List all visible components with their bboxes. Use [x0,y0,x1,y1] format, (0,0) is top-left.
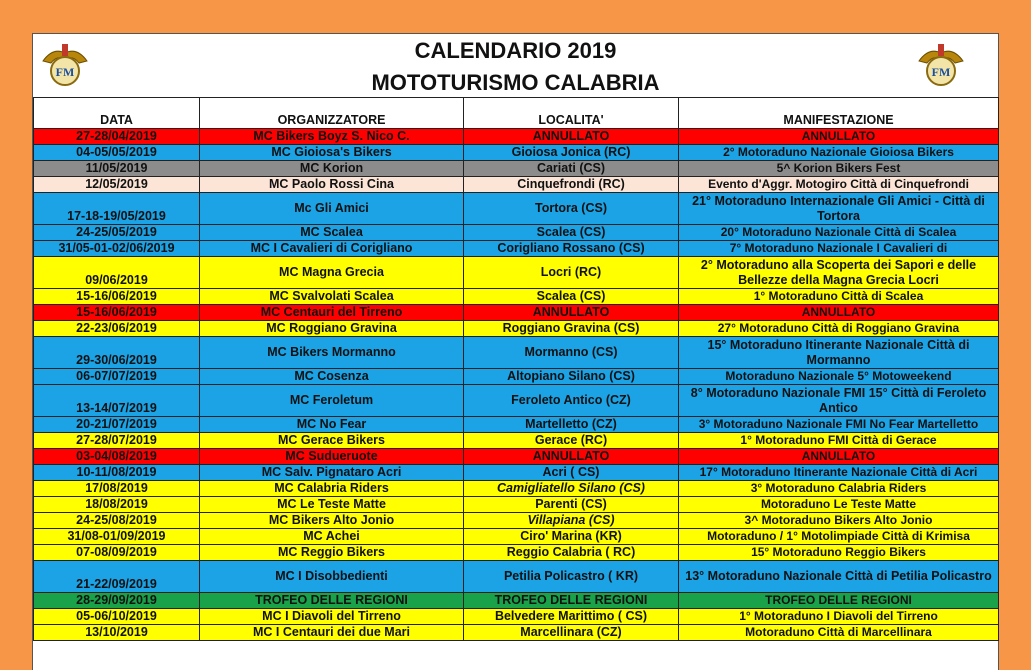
cell-localita: Scalea (CS) [464,289,679,305]
cell-localita: Mormanno (CS) [464,337,679,369]
title-line-1: CALENDARIO 2019 [414,38,617,63]
header-data: DATA [34,98,200,129]
cell-localita: Acri ( CS) [464,465,679,481]
cell-localita: Villapiana (CS) [464,513,679,529]
cell-data: 27-28/04/2019 [34,129,200,145]
cell-organizzatore: MC Sudueruote [200,449,464,465]
table-row [34,337,999,369]
cell-data: 13-14/07/2019 [34,385,200,417]
cell-organizzatore: TROFEO DELLE REGIONI [200,593,464,609]
cell-localita: Belvedere Marittimo ( CS) [464,609,679,625]
cell-data: 07-08/09/2019 [34,545,200,561]
table-row [34,129,999,145]
cell-manifestazione: 20° Motoraduno Nazionale Città di Scalea [679,225,999,241]
cell-manifestazione: 1° Motoraduno FMI Città di Gerace [679,433,999,449]
cell-data: 04-05/05/2019 [34,145,200,161]
table-row [34,529,999,545]
title-line-2: MOTOTURISMO CALABRIA [371,70,660,95]
table-row [34,177,999,193]
cell-manifestazione: 3° Motoraduno Calabria Riders [679,481,999,497]
cell-organizzatore: MC Paolo Rossi Cina [200,177,464,193]
svg-text:FM: FM [55,65,75,79]
cell-manifestazione: 15° Motoraduno Reggio Bikers [679,545,999,561]
cell-data: 27-28/07/2019 [34,433,200,449]
table-row [34,161,999,177]
cell-organizzatore: MC Achei [200,529,464,545]
cell-localita: Gerace (RC) [464,433,679,449]
cell-organizzatore: MC Bikers Alto Jonio [200,513,464,529]
cell-data: 17-18-19/05/2019 [34,193,200,225]
cell-localita: ANNULLATO [464,129,679,145]
table-row [34,417,999,433]
cell-manifestazione: ANNULLATO [679,305,999,321]
header-organizzatore: ORGANIZZATORE [200,98,464,129]
cell-manifestazione: Motoraduno Nazionale 5° Motoweekend [679,369,999,385]
calendar-table [33,97,999,641]
cell-organizzatore: MC Korion [200,161,464,177]
cell-organizzatore: MC Reggio Bikers [200,545,464,561]
cell-organizzatore: MC Svalvolati Scalea [200,289,464,305]
cell-manifestazione: 17° Motoraduno Itinerante Nazionale Città di Acri [679,465,999,481]
cell-organizzatore: MC I Cavalieri di Corigliano [200,241,464,257]
cell-organizzatore: MC No Fear [200,417,464,433]
cell-manifestazione: 1° Motoraduno Città di Scalea [679,289,999,305]
cell-manifestazione: 2° Motoraduno Nazionale Gioiosa Bikers [679,145,999,161]
cell-manifestazione: Motoraduno Le Teste Matte [679,497,999,513]
cell-localita: Gioiosa Jonica (RC) [464,145,679,161]
cell-data: 12/05/2019 [34,177,200,193]
cell-manifestazione: ANNULLATO [679,129,999,145]
cell-localita: TROFEO DELLE REGIONI [464,593,679,609]
cell-organizzatore: MC Gioiosa's Bikers [200,145,464,161]
cell-organizzatore: MC I Disobbedienti [200,561,464,593]
cell-organizzatore: MC I Centauri dei due Mari [200,625,464,641]
table-row [34,289,999,305]
cell-organizzatore: MC Centauri del Tirreno [200,305,464,321]
cell-organizzatore: Mc Gli Amici [200,193,464,225]
table-row [34,257,999,289]
cell-data: 31/05-01-02/06/2019 [34,241,200,257]
cell-data: 11/05/2019 [34,161,200,177]
cell-organizzatore: MC I Diavoli del Tirreno [200,609,464,625]
cell-localita: Martelletto (CZ) [464,417,679,433]
table-row [34,305,999,321]
table-row [34,385,999,417]
table-row [34,225,999,241]
cell-localita: Cinquefrondi (RC) [464,177,679,193]
table-row [34,241,999,257]
cell-manifestazione: 3° Motoraduno Nazionale FMI No Fear Martelletto [679,417,999,433]
cell-organizzatore: MC Magna Grecia [200,257,464,289]
cell-data: 28-29/09/2019 [34,593,200,609]
cell-localita: Marcellinara (CZ) [464,625,679,641]
cell-data: 15-16/06/2019 [34,305,200,321]
cell-data: 15-16/06/2019 [34,289,200,305]
cell-data: 24-25/05/2019 [34,225,200,241]
calendar-sheet [32,33,999,670]
cell-data: 31/08-01/09/2019 [34,529,200,545]
cell-manifestazione: TROFEO DELLE REGIONI [679,593,999,609]
cell-localita: Tortora (CS) [464,193,679,225]
cell-manifestazione: ANNULLATO [679,449,999,465]
table-row [34,193,999,225]
cell-localita: ANNULLATO [464,449,679,465]
cell-data: 09/06/2019 [34,257,200,289]
cell-manifestazione: 15° Motoraduno Itinerante Nazionale Città di Mormanno [679,337,999,369]
cell-data: 10-11/08/2019 [34,465,200,481]
cell-data: 05-06/10/2019 [34,609,200,625]
cell-organizzatore: MC Salv. Pignataro Acri [200,465,464,481]
cell-manifestazione: Motoraduno Città di Marcellinara [679,625,999,641]
cell-data: 21-22/09/2019 [34,561,200,593]
cell-localita: Feroleto Antico (CZ) [464,385,679,417]
cell-manifestazione: 5^ Korion Bikers Fest [679,161,999,177]
svg-text:FM: FM [931,65,951,79]
cell-organizzatore: MC Roggiano Gravina [200,321,464,337]
table-row [34,609,999,625]
cell-organizzatore: MC Le Teste Matte [200,497,464,513]
cell-manifestazione: 8° Motoraduno Nazionale FMI 15° Città di Feroleto Antico [679,385,999,417]
cell-localita: Roggiano Gravina (CS) [464,321,679,337]
cell-organizzatore: MC Cosenza [200,369,464,385]
cell-data: 22-23/06/2019 [34,321,200,337]
cell-localita: Scalea (CS) [464,225,679,241]
cell-organizzatore: MC Feroletum [200,385,464,417]
cell-data: 24-25/08/2019 [34,513,200,529]
cell-manifestazione: 1° Motoraduno I Diavoli del Tirreno [679,609,999,625]
table-row [34,449,999,465]
cell-data: 03-04/08/2019 [34,449,200,465]
cell-manifestazione: 27° Motoraduno Città di Roggiano Gravina [679,321,999,337]
cell-data: 13/10/2019 [34,625,200,641]
cell-localita: Camigliatello Silano (CS) [464,481,679,497]
cell-organizzatore: MC Gerace Bikers [200,433,464,449]
cell-manifestazione: Motoraduno / 1° Motolimpiade Città di Krimisa [679,529,999,545]
cell-data: 20-21/07/2019 [34,417,200,433]
header-row [34,98,999,129]
header-manifestazione: MANIFESTAZIONE [679,98,999,129]
cell-organizzatore: MC Calabria Riders [200,481,464,497]
table-row [34,545,999,561]
cell-data: 17/08/2019 [34,481,200,497]
cell-organizzatore: MC Bikers Boyz S. Nico C. [200,129,464,145]
cell-localita: Reggio Calabria ( RC) [464,545,679,561]
header-localita: LOCALITA' [464,98,679,129]
cell-localita: Parenti (CS) [464,497,679,513]
table-row [34,625,999,641]
table-row [34,513,999,529]
cell-localita: Cariati (CS) [464,161,679,177]
cell-manifestazione: 13° Motoraduno Nazionale Città di Petilia Policastro [679,561,999,593]
cell-organizzatore: MC Scalea [200,225,464,241]
cell-manifestazione: 3^ Motoraduno Bikers Alto Jonio [679,513,999,529]
cell-manifestazione: Evento d'Aggr. Motogiro Città di Cinquefrondi [679,177,999,193]
cell-localita: Petilia Policastro ( KR) [464,561,679,593]
cell-manifestazione: 7° Motoraduno Nazionale I Cavalieri di [679,241,999,257]
cell-data: 18/08/2019 [34,497,200,513]
cell-localita: Corigliano Rossano (CS) [464,241,679,257]
table-row [34,321,999,337]
table-row [34,465,999,481]
table-row [34,369,999,385]
cell-localita: ANNULLATO [464,305,679,321]
table-row [34,593,999,609]
table-row [34,433,999,449]
cell-data: 29-30/06/2019 [34,337,200,369]
table-row [34,481,999,497]
cell-localita: Locri (RC) [464,257,679,289]
cell-organizzatore: MC Bikers Mormanno [200,337,464,369]
cell-localita: Altopiano Silano (CS) [464,369,679,385]
cell-data: 06-07/07/2019 [34,369,200,385]
table-row [34,561,999,593]
table-row [34,497,999,513]
cell-manifestazione: 21° Motoraduno Internazionale Gli Amici - Città di Tortora [679,193,999,225]
cell-localita: Ciro' Marina (KR) [464,529,679,545]
table-row [34,145,999,161]
cell-manifestazione: 2° Motoraduno alla Scoperta dei Sapori e delle Bellezze della Magna Grecia Locri [679,257,999,289]
